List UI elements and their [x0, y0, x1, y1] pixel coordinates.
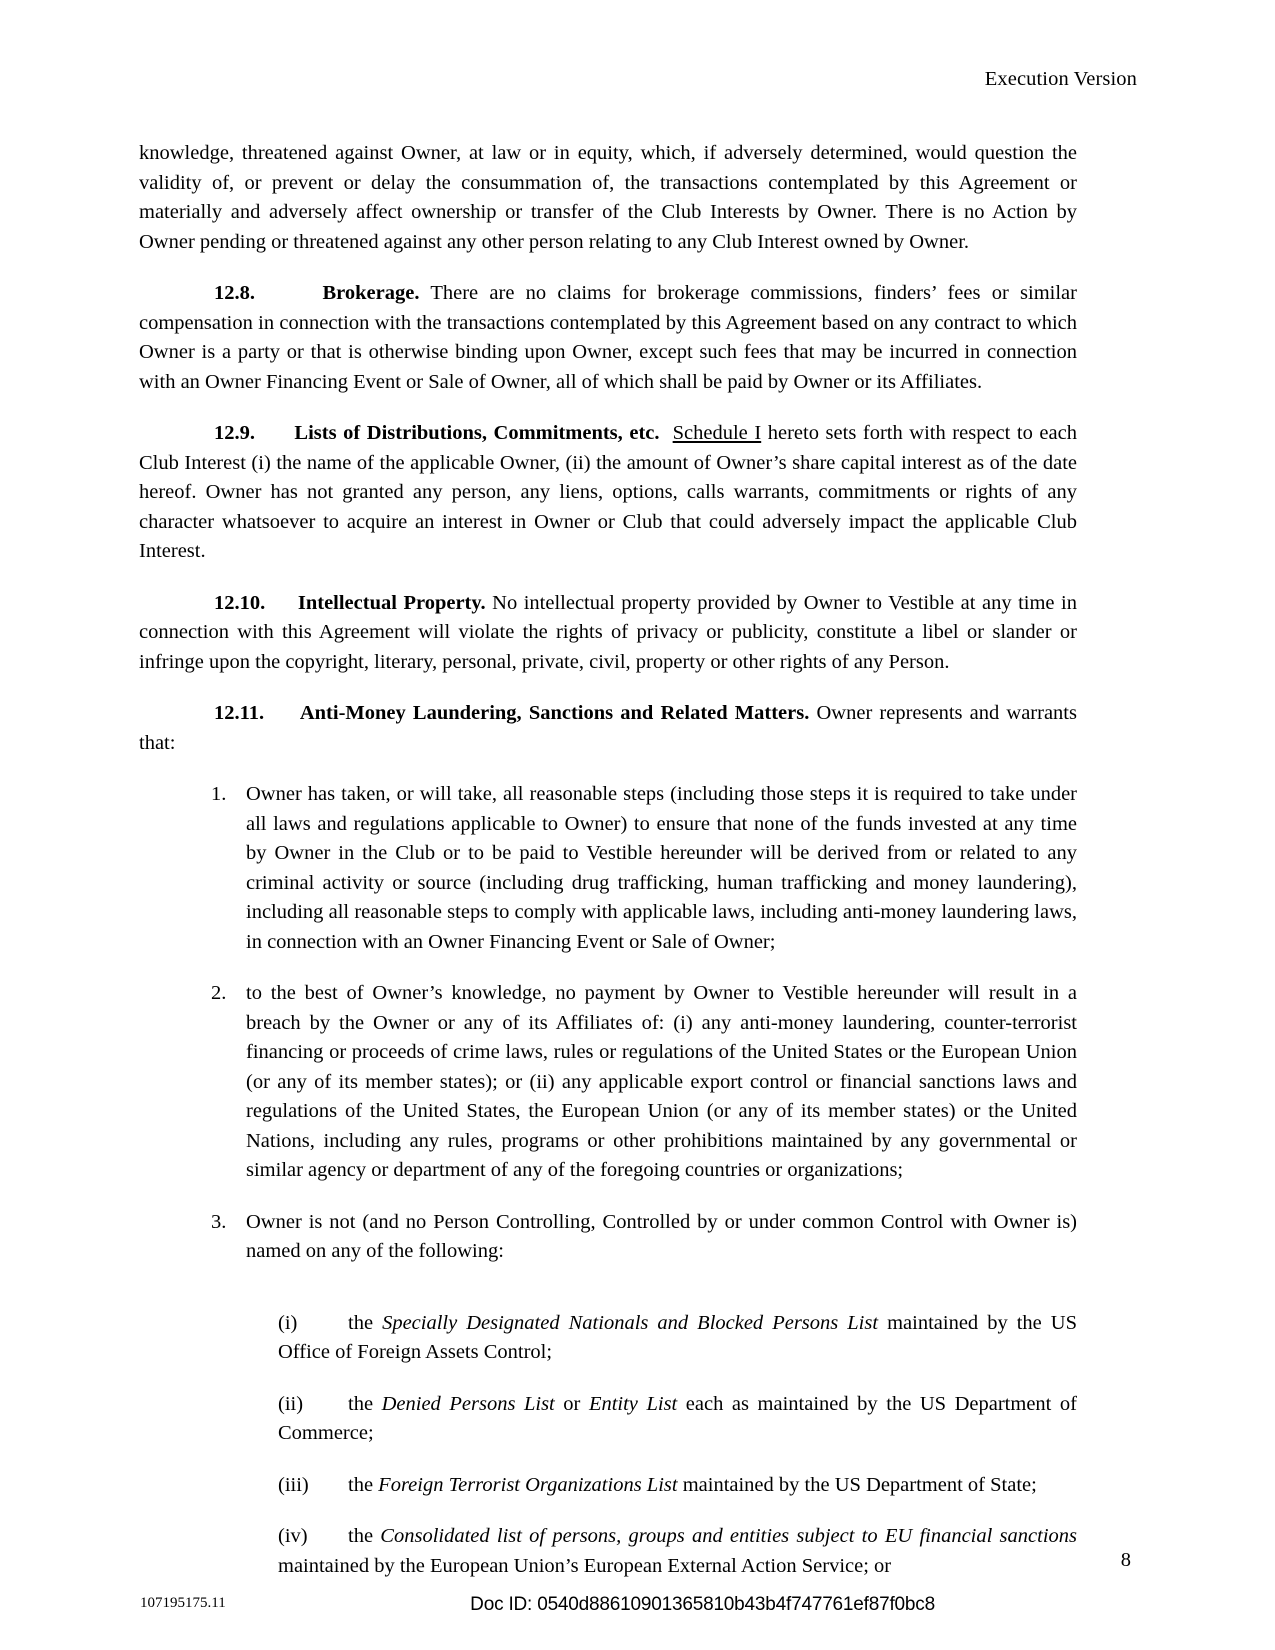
numbered-list	[139, 780, 1077, 1267]
list-marker: (iii)	[278, 1473, 309, 1496]
list-item-text: Owner is not (and no Person Controlling, Controlled by or under common Control with Owner is) named on any of the following:	[246, 1210, 1077, 1262]
roman-post: maintained by the US Office of Foreign Assets Control;	[278, 1311, 1077, 1363]
section-heading: Lists of Distributions, Commitments, etc.	[294, 422, 660, 444]
paragraph-intro: knowledge, threatened against Owner, at law or in equity, which, if adversely determined, would question the validity of, or prevent or delay the consummation of, the transactions contemplated by this Agreement or materially and adversely affect ownership or transfer of the Club Interests by Owner. There is no Action by Owner pending or threatened against any other person relating to any Club Interest owned by Owner.	[139, 142, 1077, 253]
list-marker: 2.	[211, 982, 227, 1004]
list-item	[278, 1390, 1077, 1449]
section-12-9	[139, 419, 1077, 567]
roman-post: maintained by the US Department of State;	[677, 1473, 1037, 1496]
page-number: 8	[1120, 1549, 1131, 1571]
list-item-text: Owner has taken, or will take, all reasonable steps (including those steps it is required to take under all laws and regulations applicable to Owner) to ensure that none of the funds invested at any time by Owner in the Club or to be paid to Vestible hereunder will be derived from or related to any criminal activity or source (including drug trafficking, human trafficking and money laundering), including all reasonable steps to comply with applicable laws, including anti-money laundering laws, in connection with an Owner Financing Event or Sale of Owner;	[246, 783, 1077, 953]
list-item-text	[278, 1522, 1077, 1581]
schedule-reference: Schedule I	[672, 422, 762, 444]
list-item-text	[278, 1390, 1077, 1449]
section-text: No intellectual property provided by Owner to Vestible at any time in connection with this Agreement will violate the rights of privacy or publicity, constitute a libel or slander or infringe upon the copyright, literary, personal, private, civil, property or other rights of any Person.	[139, 591, 1077, 673]
roman-italic-term: Specially Designated Nationals and Blocked Persons List	[382, 1311, 879, 1334]
roman-post: each as maintained by the US Department of Commerce;	[278, 1392, 1078, 1444]
roman-pre: the	[348, 1392, 382, 1415]
roman-pre: the	[348, 1525, 381, 1547]
roman-post: maintained by the European Union’s European External Action Service; or	[278, 1554, 892, 1577]
list-item	[278, 1522, 1077, 1581]
list-item-text	[278, 1309, 1077, 1368]
list-item-text: to the best of Owner’s knowledge, no payment by Owner to Vestible hereunder will result in a breach by the Owner or any of its Affiliates of: (i) any anti-money laundering, counter-terrorist financing or proceeds of crime laws, rules or regulations of the United States or the European Union (or any of its member states); or (ii) any applicable export control or financial sanctions laws and regulations of the United States, the European Union (or any of its member states) or the United Nations, including any rules, programs or other prohibitions maintained by any governmental or similar agency or department of any of the foregoing countries or organizations;	[246, 982, 1077, 1181]
section-heading: Intellectual Property.	[297, 591, 486, 614]
section-number: 12.8.	[214, 282, 255, 304]
roman-mid: or	[554, 1392, 589, 1415]
list-item	[139, 1208, 1077, 1267]
section-12-10	[139, 589, 1077, 678]
page-header: Execution Version	[984, 68, 1137, 90]
document-reference-number: 107195175.11	[140, 1595, 226, 1611]
doc-id-stamp: Doc ID: 0540d88610901365810b43b4f747761ef87f0bc8	[470, 1594, 935, 1615]
roman-italic-term: Consolidated list of persons, groups and entities subject to EU financial sanctions	[380, 1525, 1078, 1547]
section-heading: Brokerage.	[322, 282, 420, 304]
list-marker: 3.	[211, 1210, 227, 1233]
section-number: 12.10.	[214, 591, 266, 614]
roman-list	[139, 1309, 1077, 1582]
list-item	[278, 1309, 1077, 1368]
roman-italic-term: Foreign Terrorist Organizations List	[378, 1473, 678, 1496]
list-marker: (i)	[278, 1311, 298, 1334]
list-marker: (iv)	[278, 1525, 308, 1547]
section-heading: Anti-Money Laundering, Sanctions and Related Matters.	[299, 702, 810, 724]
section-text: There are no claims for brokerage commissions, finders’ fees or similar compensation in connection with the transactions contemplated by this Agreement based on any contract to which Owner is a party or that is otherwise binding upon Owner, except such fees that may be incurred in connection with an Owner Financing Event or Sale of Owner, all of which shall be paid by Owner or its Affiliates.	[139, 282, 1077, 393]
section-text: Owner represents and warrants that:	[139, 702, 1077, 754]
list-marker: (ii)	[278, 1392, 304, 1415]
list-item	[278, 1471, 1077, 1501]
roman-italic-term-2: Entity List	[588, 1392, 678, 1415]
roman-pre: the	[348, 1311, 383, 1334]
roman-italic-term: Denied Persons List	[381, 1392, 555, 1415]
document-body	[139, 139, 1077, 1603]
section-12-8	[139, 279, 1077, 397]
list-item-text	[278, 1471, 1077, 1501]
list-marker: 1.	[211, 783, 227, 805]
section-text: hereto sets forth with respect to each Club Interest (i) the name of the applicable Owner, (ii) the amount of Owner’s share capital interest as of the date hereof. Owner has not granted any person, any liens, options, calls warrants, commitments or rights of any character whatsoever to acquire an interest in Owner or Club that could adversely impact the applicable Club Interest.	[139, 422, 1077, 562]
section-number: 12.9.	[214, 422, 255, 444]
section-number: 12.11.	[214, 702, 265, 724]
roman-pre: the	[348, 1473, 379, 1496]
list-item	[139, 979, 1077, 1186]
list-item	[139, 780, 1077, 957]
section-12-11	[139, 699, 1077, 758]
